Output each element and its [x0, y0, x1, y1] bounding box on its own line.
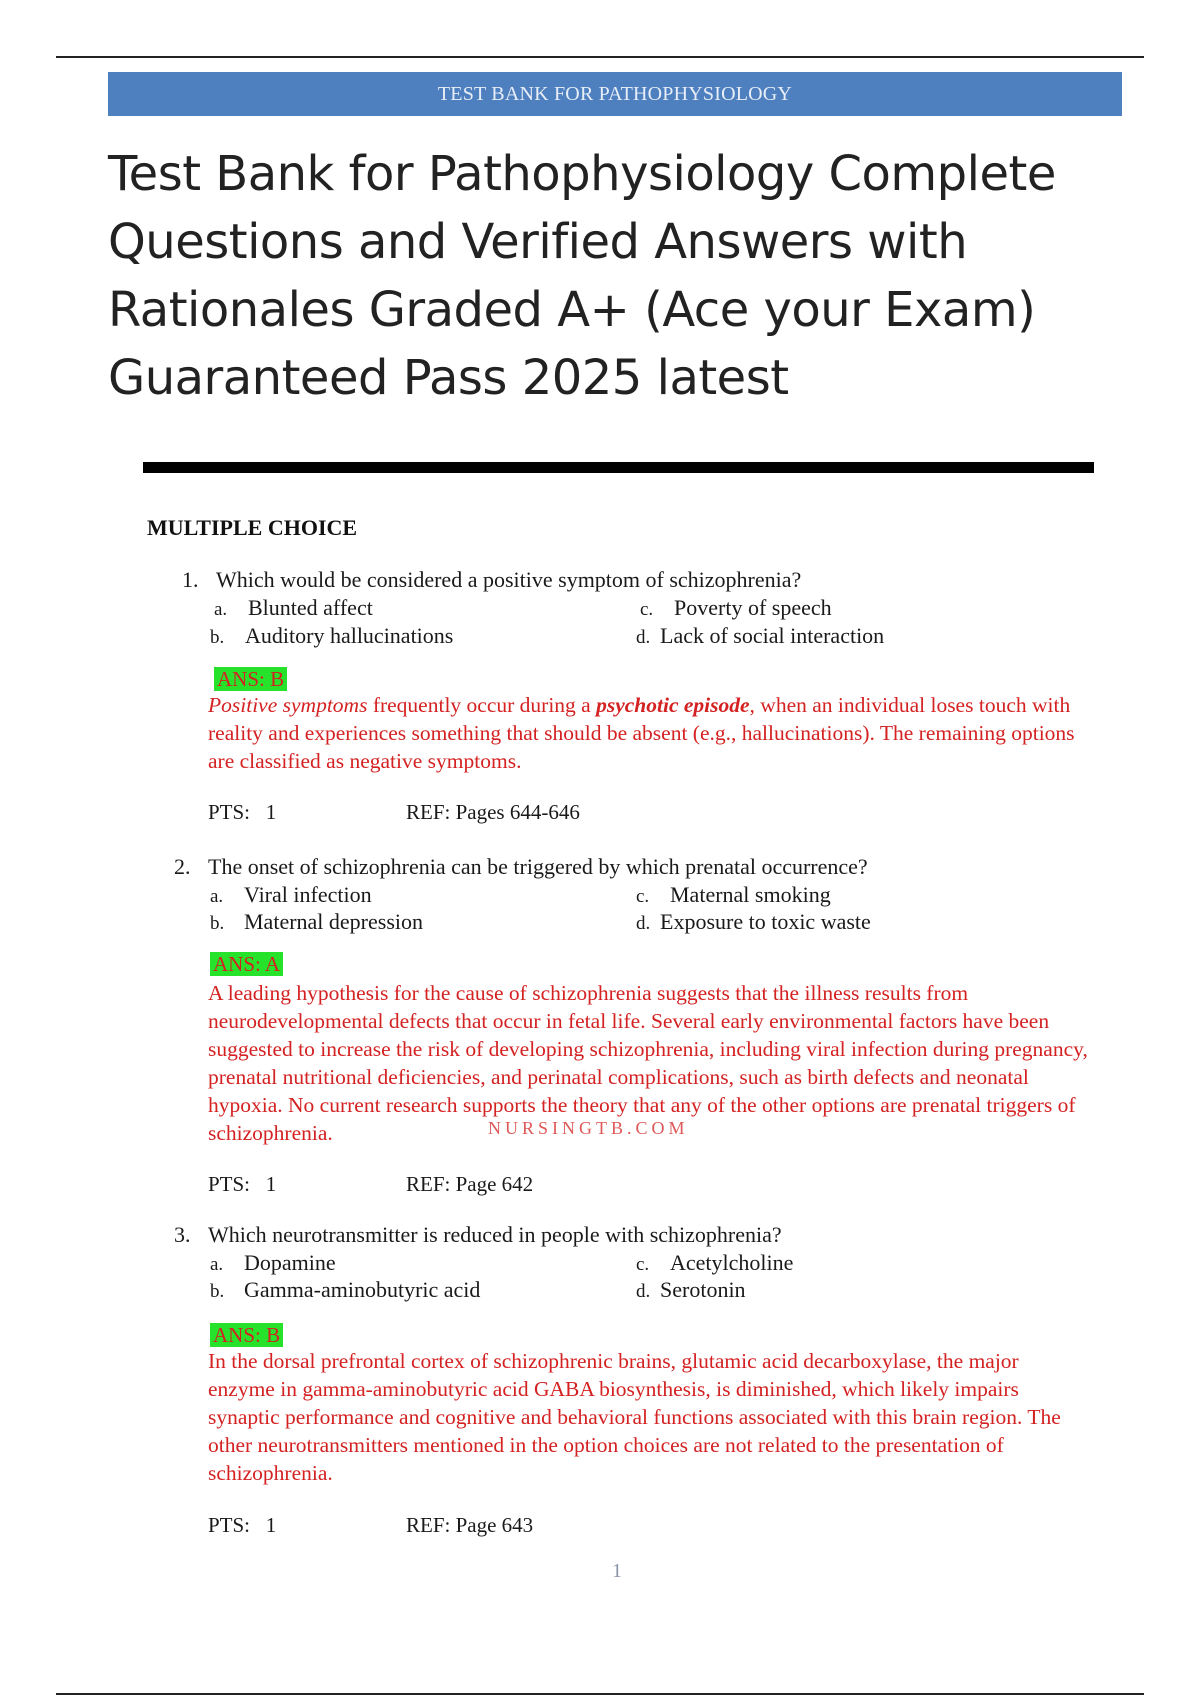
option-letter: b.: [210, 627, 225, 648]
points-label: PTS:: [208, 1172, 251, 1196]
option-letter: b.: [210, 913, 225, 934]
option-a: [214, 595, 373, 621]
option-letter: c.: [636, 1254, 650, 1275]
answer-badge: ANS: A: [210, 952, 283, 976]
option-letter: c.: [640, 599, 654, 620]
option-letter: a.: [214, 599, 228, 620]
header-banner: TEST BANK FOR PATHOPHYSIOLOGY: [108, 72, 1122, 116]
option-b: [210, 1277, 480, 1303]
question-text: Which neurotransmitter is reduced in people with schizophrenia?: [208, 1222, 782, 1247]
document-title: Test Bank for Pathophysiology Complete Questions and Verified Answers with Rationales Graded A+ (Ace your Exam) Guaranteed Pass 2025 latest: [108, 146, 1056, 406]
watermark: NURSINGTB.COM: [488, 1118, 689, 1138]
question-text: The onset of schizophrenia can be triggered by which prenatal occurrence?: [208, 854, 868, 879]
title-divider: [143, 462, 1094, 473]
points-reference: [208, 800, 580, 825]
question-number: 2.: [174, 854, 191, 879]
option-letter: d.: [636, 1281, 651, 1302]
option-a: [210, 1250, 336, 1276]
option-text: Dopamine: [244, 1250, 336, 1275]
section-heading: MULTIPLE CHOICE: [147, 515, 358, 540]
rationale-text: , when an individual loses touch with reality and experiences something that should be absent (e.g., hallucinations). The remaining options are classified as negative symptoms.: [208, 693, 1075, 773]
option-text: Viral infection: [244, 882, 372, 907]
option-c: [636, 882, 831, 908]
option-d: [636, 623, 884, 649]
points-reference: [208, 1513, 534, 1538]
option-letter: a.: [210, 886, 224, 907]
option-text: Gamma-aminobutyric acid: [244, 1277, 481, 1302]
page-number: 1: [612, 1560, 622, 1582]
points-reference: [208, 1172, 534, 1197]
question-stem: [182, 567, 801, 593]
rationale-keyword: psychotic episode: [596, 693, 750, 717]
option-text: Poverty of speech: [674, 595, 832, 620]
option-text: Auditory hallucinations: [245, 623, 454, 648]
option-letter: d.: [636, 627, 651, 648]
answer-badge: ANS: B: [214, 667, 287, 691]
option-letter: a.: [210, 1254, 224, 1275]
option-text: Serotonin: [660, 1277, 746, 1302]
reference: REF: Page 642: [406, 1172, 534, 1196]
question-stem: [174, 1222, 782, 1248]
option-b: [210, 909, 423, 935]
option-c: [636, 1250, 793, 1276]
points-value: 1: [265, 800, 277, 824]
option-c: [640, 595, 832, 621]
points-label: PTS:: [208, 800, 251, 824]
option-text: Lack of social interaction: [660, 623, 885, 648]
question-stem: [174, 854, 868, 880]
question-number: 1.: [182, 567, 199, 592]
option-text: Exposure to toxic waste: [660, 909, 871, 934]
reference: REF: Page 643: [406, 1513, 534, 1537]
option-letter: b.: [210, 1281, 225, 1302]
option-text: Acetylcholine: [670, 1250, 794, 1275]
answer-badge: ANS: B: [210, 1323, 283, 1347]
option-a: [210, 882, 372, 908]
option-d: [636, 909, 871, 935]
rationale: [208, 691, 1088, 775]
option-b: [210, 623, 453, 649]
option-letter: d.: [636, 913, 651, 934]
rationale-emphasis: Positive symptoms: [208, 693, 368, 717]
rationale: In the dorsal prefrontal cortex of schizophrenic brains, glutamic acid decarboxylase, the major enzyme in gamma-aminobutyric acid GABA biosynthesis, is diminished, which likely impairs synaptic performance and cognitive and behavioral functions associated with this brain region. The other neurotransmitters mentioned in the option choices are not related to the presentation of schizophrenia.: [208, 1349, 1061, 1485]
points-label: PTS:: [208, 1513, 251, 1537]
option-d: [636, 1277, 746, 1303]
top-rule: [56, 56, 1144, 58]
question-text: Which would be considered a positive symptom of schizophrenia?: [216, 567, 802, 592]
question-number: 3.: [174, 1222, 191, 1247]
rationale: A leading hypothesis for the cause of schizophrenia suggests that the illness results from neurodevelopmental defects that occur in fetal life. Several early environmental factors have been suggested to increase the risk of developing schizophrenia, including viral infection during pregnancy, prenatal nutritional deficiencies, and perinatal complications, such as birth defects and neonatal hypoxia. No current research supports the theory that any of the other options are prenatal triggers of schizophrenia.: [208, 981, 1088, 1145]
reference: REF: Pages 644-646: [406, 800, 580, 824]
bottom-rule: [56, 1693, 1144, 1695]
points-value: 1: [265, 1172, 277, 1196]
rationale-text: frequently occur during a: [367, 693, 597, 717]
points-value: 1: [265, 1513, 277, 1537]
option-text: Blunted affect: [248, 595, 373, 620]
option-text: Maternal smoking: [670, 882, 831, 907]
option-text: Maternal depression: [244, 909, 423, 934]
option-letter: c.: [636, 886, 650, 907]
